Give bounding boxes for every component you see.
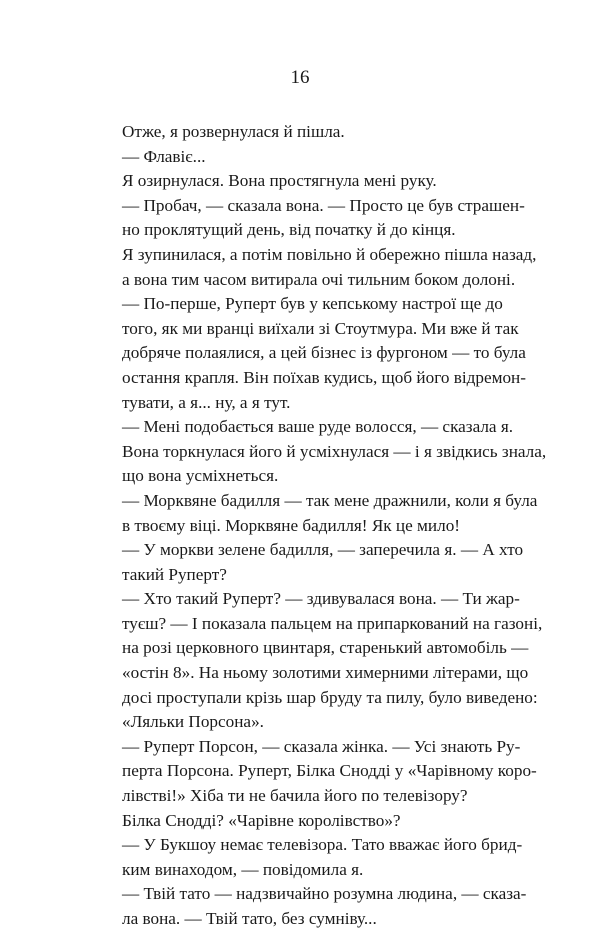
text-line: добряче полаялися, а цей бізнес із фургоном — то була (122, 343, 526, 363)
paragraph-first-line: — Флавіє... (122, 146, 206, 166)
text-line: перта Порсона. Руперт, Білка Снодді у «Чарівному коро- (122, 761, 537, 781)
text-line: ким винаходом, — повідомила я. (122, 859, 364, 879)
text-line: на розі церковного цвинтаря, старенький автомобіль — (122, 638, 529, 658)
text-line: но проклятущий день, від початку й до кінця. (122, 220, 456, 240)
text-line: тувати, а я... ну, а я тут. (122, 392, 291, 412)
paragraph-first-line: — У Букшоу немає телевізора. Тато вважає його брид- (122, 835, 523, 855)
paragraph-first-line: — Пробач, — сказала вона. — Просто це був страшен- (122, 195, 525, 215)
text-line: ла вона. — Твій тато, без сумніву... (122, 909, 377, 928)
text-line: лівстві!» Хіба ти не бачила його по телевізору? (122, 786, 468, 806)
text-line: туєш? — І показала пальцем на припаркований на газоні, (122, 613, 543, 633)
text-line: Вона торкнулася його й усміхнулася — і я звідкись знала, (122, 441, 547, 461)
paragraph-first-line: — Хто такий Руперт? — здивувалася вона. — Ти жар- (122, 589, 520, 609)
paragraph-first-line: — Твій тато — надзвичайно розумна людина, — сказа- (122, 884, 527, 904)
paragraph-first-line: — Руперт Порсон, — сказала жінка. — Усі знають Ру- (122, 736, 521, 756)
text-line: що вона усміхнеться. (122, 466, 279, 486)
text-line: «Ляльки Порсона». (122, 712, 264, 732)
text-line: остання крапля. Він поїхав кудись, щоб його відремон- (122, 367, 526, 387)
paragraph-first-line: Я озирнулася. Вона простягнула мені руку. (122, 171, 437, 191)
paragraph-first-line: — Мені подобається ваше руде волосся, — сказала я. (122, 417, 514, 437)
paragraph-first-line: Я зупинилася, а потім повільно й обережно пішла назад, (122, 244, 537, 264)
paragraph-first-line: — У моркви зелене бадилля, — заперечила я. — А хто (122, 540, 524, 560)
paragraph-first-line: Білка Снодді? «Чарівне королівство»? (122, 810, 401, 830)
paragraph-first-line: — По-перше, Руперт був у кепському настрої ще до (122, 294, 503, 314)
text-line: такий Руперт? (122, 564, 227, 584)
paragraph-first-line: Отже, я розвернулася й пішла. (122, 122, 345, 141)
page-number: 16 (290, 67, 310, 88)
text-line: в твоєму віці. Морквяне бадилля! Як це мило! (122, 515, 461, 535)
paragraph-first-line: — Морквяне бадилля — так мене дражнили, коли я була (122, 490, 538, 510)
text-line: того, як ми вранці виїхали зі Стоутмура. Ми вже й так (122, 318, 519, 338)
body-text (122, 120, 547, 932)
text-line: а вона тим часом витирала очі тильним боком долоні. (122, 269, 516, 289)
text-line: «остін 8». На ньому золотими химерними літерами, що (122, 663, 529, 683)
text-line: досі проступали крізь шар бруду та пилу, було виведено: (122, 687, 538, 707)
